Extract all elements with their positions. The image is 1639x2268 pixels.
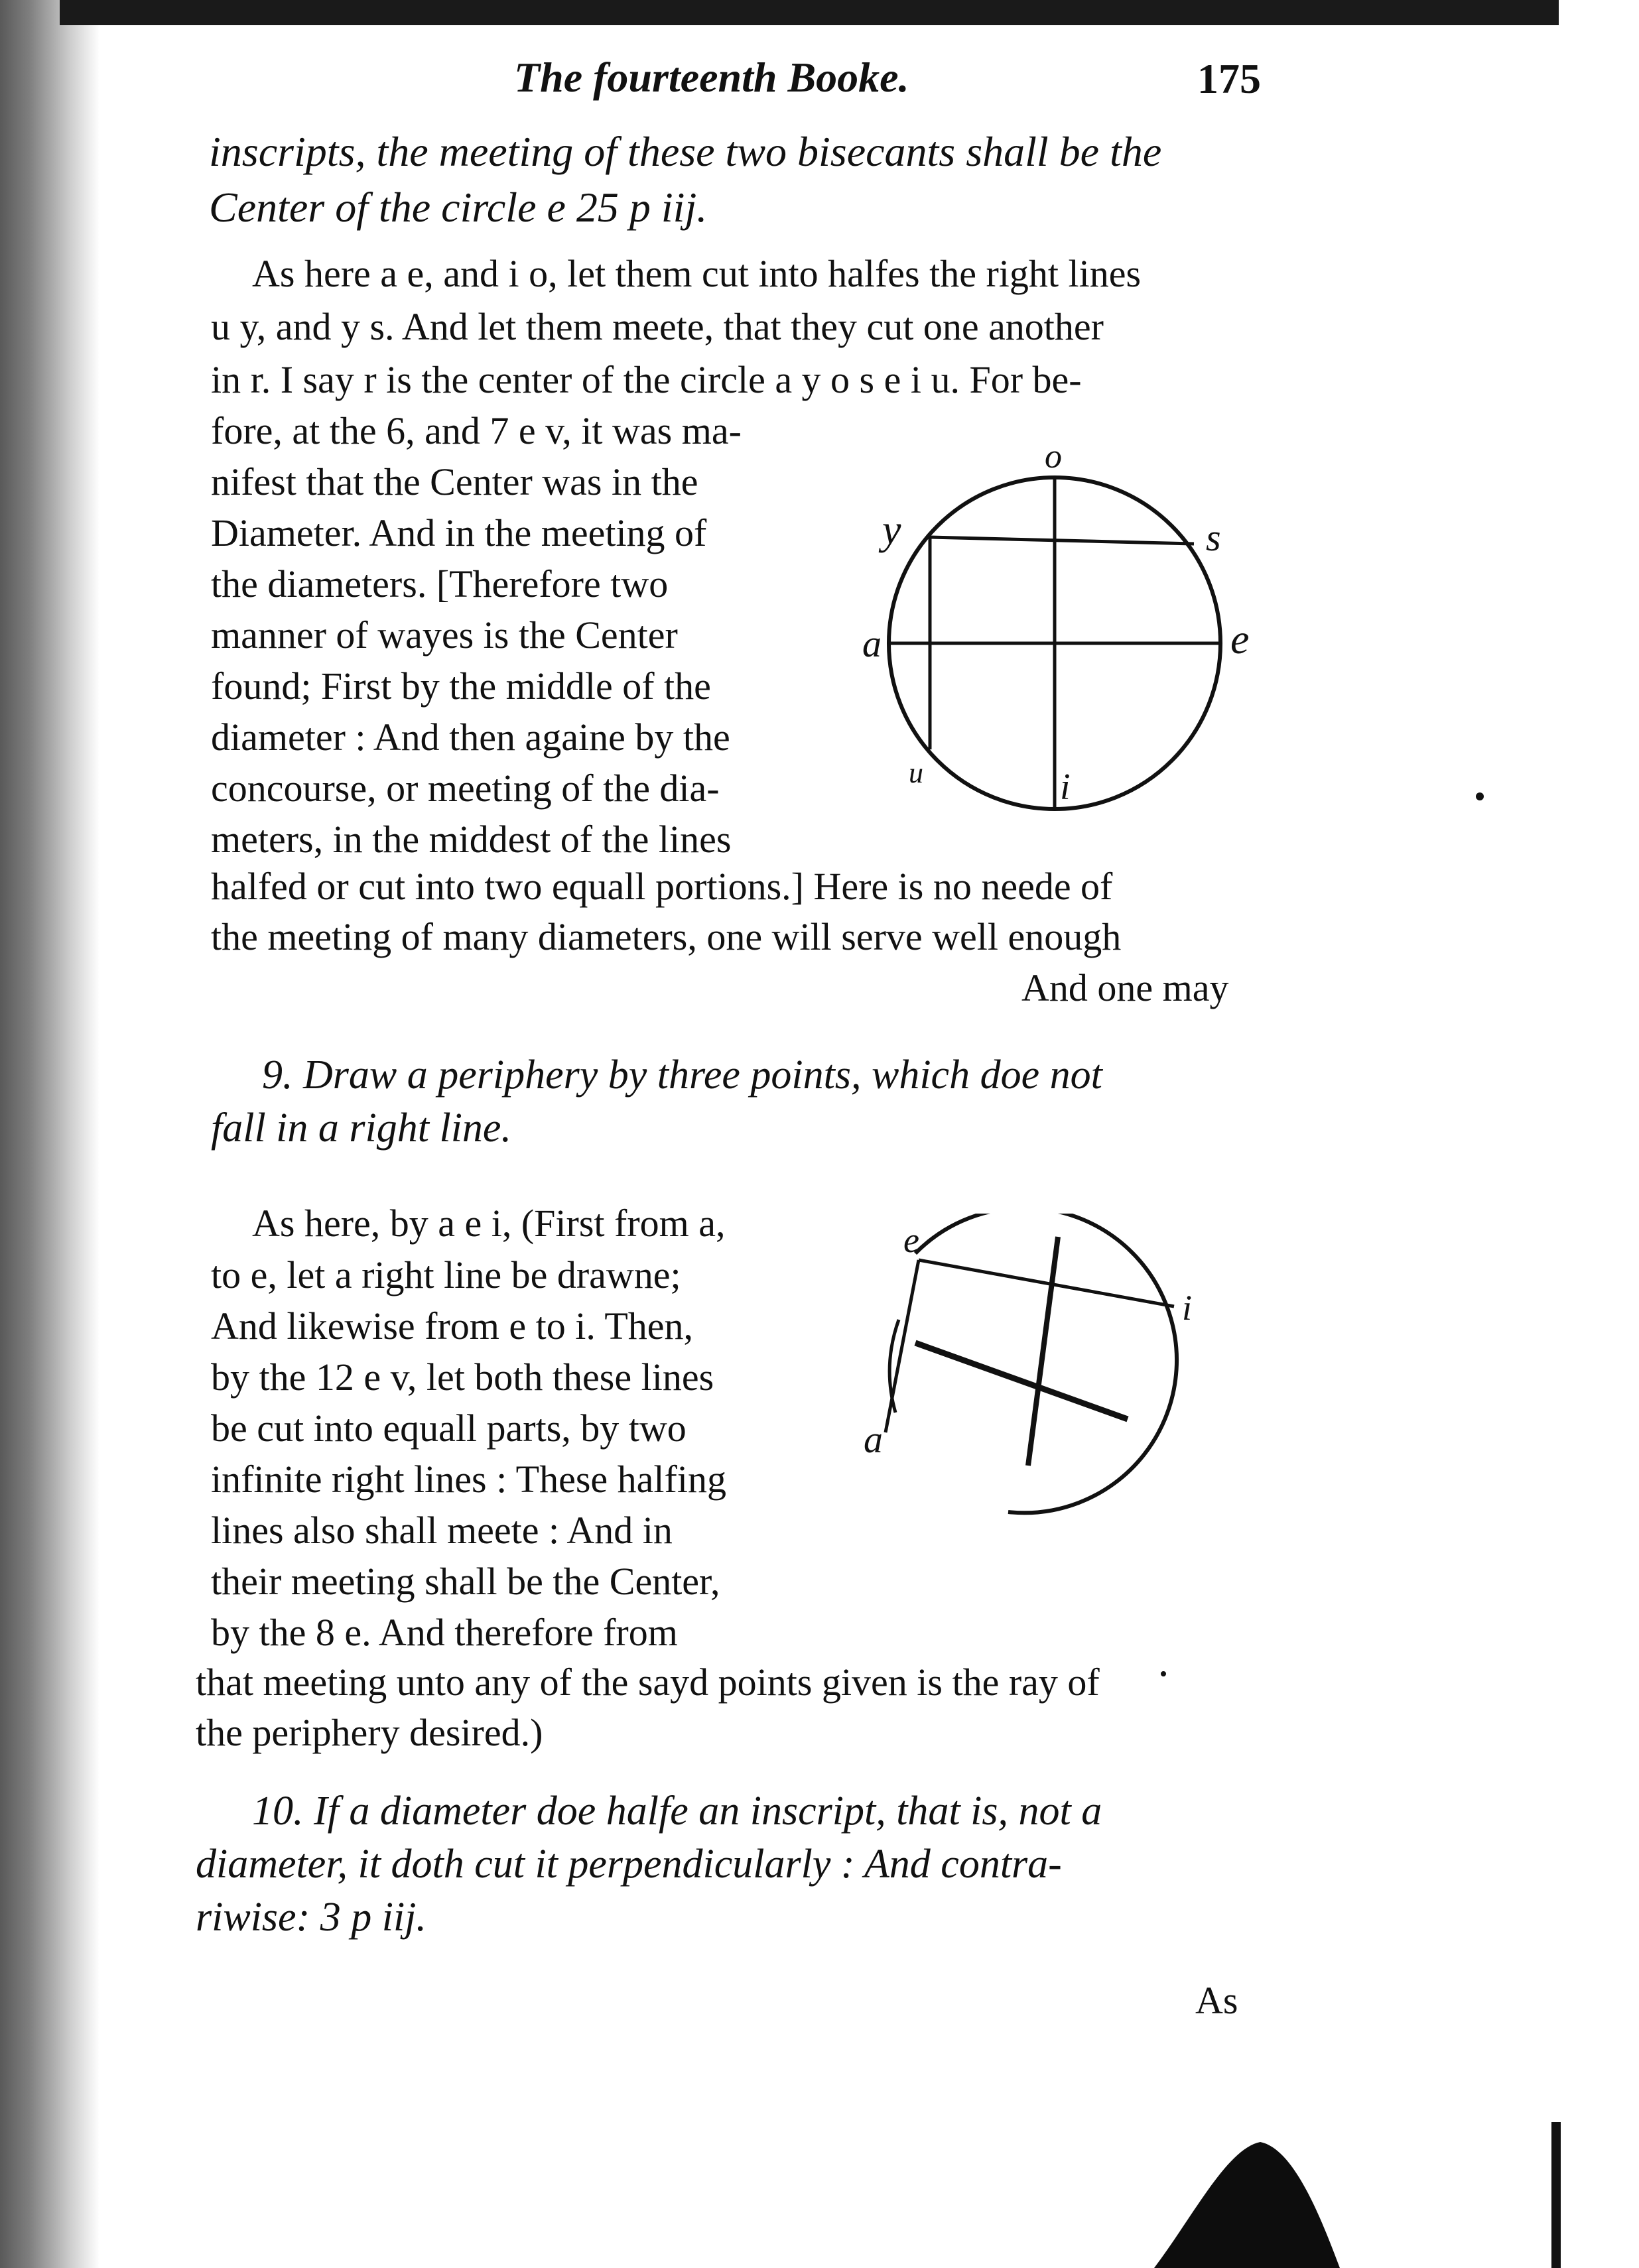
page-number: 175: [1197, 55, 1261, 102]
chord-y-s: [930, 537, 1194, 544]
proposition-10-line: riwise: 3 p iij.: [196, 1895, 426, 1940]
running-title: The fourteenth Booke.: [514, 54, 909, 101]
text-line: halfed or cut into two equall portions.] Here is no neede of: [211, 865, 1113, 908]
text-line: the meeting of many diameters, one will serve well enough: [211, 915, 1122, 958]
text-line: to e, let a right line be drawne;: [211, 1253, 681, 1296]
text-line: nifest that the Center was in the: [211, 460, 698, 503]
label-e: e: [1230, 615, 1250, 662]
text-line: meters, in the middest of the lines: [211, 818, 732, 861]
chord-e-i: [919, 1260, 1174, 1306]
label-a: a: [864, 1418, 883, 1461]
page-edge-shadow-top: [60, 0, 1559, 25]
text-line: that meeting unto any of the sayd points given is the ray of: [196, 1661, 1100, 1704]
text-line: Center of the circle e 25 p iij.: [209, 184, 708, 231]
text-line: by the 8 e. And therefore from: [211, 1611, 678, 1654]
text-line: As here, by a e i, (First from a,: [252, 1202, 726, 1245]
label-u: u: [909, 757, 923, 789]
text-line: manner of wayes is the Center: [211, 613, 678, 657]
text-line: inscripts, the meeting of these two bisecants shall be the: [209, 128, 1162, 175]
text-line: diameter : And then againe by the: [211, 716, 730, 759]
text-line: be cut into equall parts, by two: [211, 1407, 687, 1450]
page-edge-mark-right: [1551, 2122, 1561, 2268]
text-line: their meeting shall be the Center,: [211, 1560, 720, 1603]
text-line: found; First by the middle of the: [211, 664, 711, 708]
proposition-10-line: diameter, it doth cut it perpendicularly : And contra-: [196, 1842, 1062, 1887]
text-line: by the 12 e v, let both these lines: [211, 1355, 714, 1399]
ink-speck: [1476, 792, 1484, 800]
text-line: As here a e, and i o, let them cut into halfes the right lines: [252, 252, 1142, 295]
text-line: concourse, or meeting of the dia-: [211, 767, 720, 810]
text-line: Diameter. And in the meeting of: [211, 511, 707, 554]
catchword: As: [1195, 1979, 1238, 2022]
text-line: lines also shall meete : And in: [211, 1509, 673, 1552]
text-line: the periphery desired.): [196, 1711, 543, 1754]
bisector-two: [1028, 1237, 1058, 1466]
text-line: the diameters. [Therefore two: [211, 562, 669, 605]
ink-speck: [1161, 1671, 1166, 1676]
proposition-10-line: 10. If a diameter doe halfe an inscript, that is, not a: [252, 1789, 1102, 1834]
label-e: e: [903, 1220, 919, 1260]
text-line: And likewise from e to i. Then,: [211, 1304, 694, 1348]
label-s: s: [1206, 516, 1221, 559]
text-line: infinite right lines : These halfing: [211, 1458, 726, 1501]
text-line: in r. I say r is the center of the circle a y o s e i u. For be-: [211, 358, 1082, 401]
proposition-9-line: fall in a right line.: [211, 1105, 511, 1151]
figure-three-points-circle: [856, 1214, 1227, 1545]
label-a: a: [862, 622, 882, 665]
ink-blot: [1154, 2109, 1340, 2268]
label-i: i: [1060, 767, 1071, 808]
label-i: i: [1182, 1288, 1193, 1328]
text-line: fore, at the 6, and 7 e v, it was ma-: [211, 409, 742, 452]
label-o: o: [1045, 438, 1062, 475]
figure-circle-diameters: [856, 438, 1267, 836]
text-line: And one may: [1021, 966, 1229, 1009]
text-line: u y, and y s. And let them meete, that they cut one another: [211, 305, 1104, 348]
periphery-arc: [915, 1214, 1177, 1513]
bisector-one: [915, 1343, 1128, 1419]
proposition-9-line: 9. Draw a periphery by three points, which doe not: [262, 1052, 1102, 1098]
page-edge-shadow-left: [0, 0, 99, 2268]
label-y: y: [882, 506, 901, 553]
